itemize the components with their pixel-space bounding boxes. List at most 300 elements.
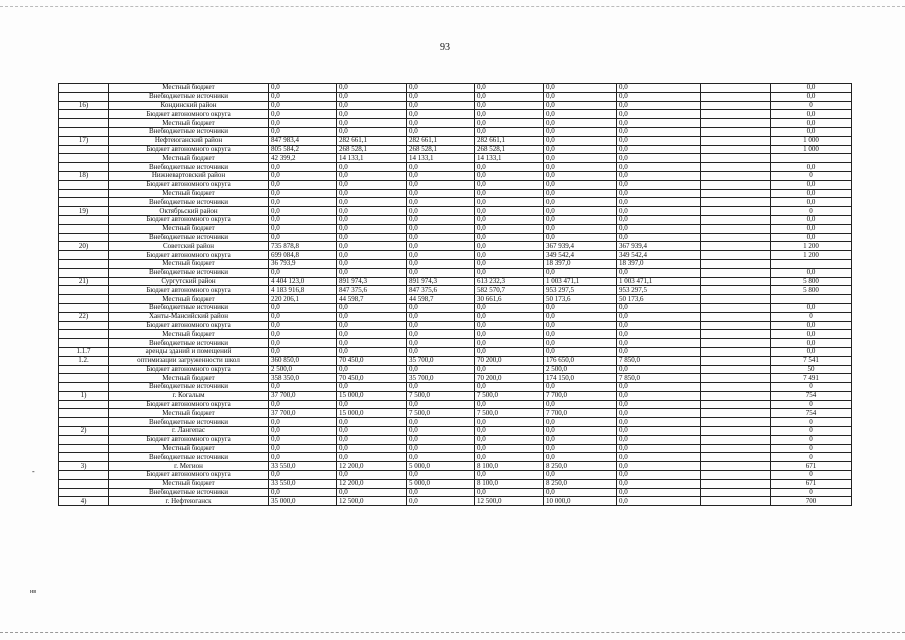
table-cell-v8: 0,0 [771, 84, 852, 93]
table-cell-v3: 0,0 [407, 321, 475, 330]
table-cell-v5: 7 700,0 [544, 391, 617, 400]
table-cell-name: Местный бюджет [109, 444, 269, 453]
table-cell-v7 [701, 259, 771, 268]
table-cell-v4: 0,0 [475, 198, 544, 207]
table-cell-v2: 0,0 [337, 303, 407, 312]
table-cell-num [59, 286, 109, 295]
table-cell-v2: 847 375,6 [337, 286, 407, 295]
table-cell-v7 [701, 312, 771, 321]
table-cell-v4: 0,0 [475, 347, 544, 356]
table-cell-v5: 0,0 [544, 145, 617, 154]
table-cell-num [59, 145, 109, 154]
table-cell-v2: 0,0 [337, 418, 407, 427]
table-cell-num [59, 383, 109, 392]
table-cell-name: Кондинский район [109, 101, 269, 110]
table-cell-name: Бюджет автономного округа [109, 435, 269, 444]
table-cell-v3: 0,0 [407, 92, 475, 101]
table-cell-v1: 0,0 [269, 383, 337, 392]
table-cell-v8: 0 [771, 471, 852, 480]
table-cell-v1: 847 983,4 [269, 136, 337, 145]
table-cell-v1: 35 000,0 [269, 497, 337, 506]
table-cell-v5: 0,0 [544, 347, 617, 356]
table-cell-v2: 0,0 [337, 163, 407, 172]
table-cell-v5: 0,0 [544, 330, 617, 339]
table-cell-v1: 37 700,0 [269, 409, 337, 418]
table-cell-v2: 0,0 [337, 488, 407, 497]
table-cell-num: 2) [59, 427, 109, 436]
table-cell-v4: 0,0 [475, 418, 544, 427]
table-cell-name: Нефтеюганский район [109, 136, 269, 145]
table-cell-v4: 0,0 [475, 312, 544, 321]
table-cell-v3: 5 000,0 [407, 462, 475, 471]
table-cell-num [59, 471, 109, 480]
table-row [59, 479, 852, 488]
table-cell-v5: 0,0 [544, 189, 617, 198]
table-row [59, 84, 852, 93]
table-row [59, 383, 852, 392]
table-cell-v2: 0,0 [337, 453, 407, 462]
table-row [59, 198, 852, 207]
table-cell-v1: 0,0 [269, 339, 337, 348]
table-cell-v3: 14 133,1 [407, 154, 475, 163]
table-cell-v6: 50 173,6 [617, 295, 701, 304]
table-cell-v2: 0,0 [337, 198, 407, 207]
table-cell-v4: 0,0 [475, 339, 544, 348]
table-cell-v5: 0,0 [544, 400, 617, 409]
table-cell-v4: 0,0 [475, 84, 544, 93]
table-cell-name: г. Нефтеюганск [109, 497, 269, 506]
table-cell-v8: 0,0 [771, 189, 852, 198]
table-cell-v3: 0,0 [407, 110, 475, 119]
table-cell-v1: 0,0 [269, 163, 337, 172]
table-cell-v7 [701, 224, 771, 233]
table-cell-v6: 0,0 [617, 215, 701, 224]
table-cell-v7 [701, 286, 771, 295]
table-cell-v7 [701, 136, 771, 145]
table-cell-v5: 176 650,0 [544, 356, 617, 365]
table-cell-num: 3) [59, 462, 109, 471]
table-cell-v6: 0,0 [617, 339, 701, 348]
table-cell-name: Бюджет автономного округа [109, 400, 269, 409]
table-cell-v7 [701, 453, 771, 462]
table-cell-v8: 0,0 [771, 268, 852, 277]
table-cell-v3: 0,0 [407, 259, 475, 268]
table-cell-v1: 220 206,1 [269, 295, 337, 304]
table-cell-v7 [701, 198, 771, 207]
table-cell-v2: 0,0 [337, 427, 407, 436]
table-row [59, 321, 852, 330]
table-row [59, 259, 852, 268]
table-cell-v8: 0,0 [771, 119, 852, 128]
table-row [59, 409, 852, 418]
table-cell-name: Местный бюджет [109, 295, 269, 304]
table-cell-v7 [701, 180, 771, 189]
table-cell-v7 [701, 391, 771, 400]
table-cell-v8: 1 000 [771, 136, 852, 145]
table-cell-v3: 5 000,0 [407, 479, 475, 488]
footer-mark: нв [30, 589, 37, 595]
table-cell-v7 [701, 101, 771, 110]
table-cell-v4: 582 570,7 [475, 286, 544, 295]
table-cell-name: Внебюджетные источники [109, 303, 269, 312]
table-cell-v3: 44 598,7 [407, 295, 475, 304]
table-cell-name: Ханты-Мансийский район [109, 312, 269, 321]
table-cell-v5: 8 250,0 [544, 462, 617, 471]
table-cell-v8: 0,0 [771, 180, 852, 189]
table-cell-v6: 0,0 [617, 391, 701, 400]
table-cell-v1: 33 550,0 [269, 479, 337, 488]
table-cell-v7 [701, 321, 771, 330]
table-cell-v8: 0,0 [771, 321, 852, 330]
table-row [59, 101, 852, 110]
table-cell-v5: 0,0 [544, 444, 617, 453]
table-cell-v4: 70 200,0 [475, 374, 544, 383]
table-cell-v5: 0,0 [544, 101, 617, 110]
table-cell-v6: 349 542,4 [617, 251, 701, 260]
table-cell-v1: 0,0 [269, 488, 337, 497]
table-cell-v2: 0,0 [337, 224, 407, 233]
table-cell-v8 [771, 154, 852, 163]
table-cell-v1: 4 183 916,8 [269, 286, 337, 295]
table-cell-v2: 891 974,3 [337, 277, 407, 286]
table-cell-v6: 7 850,0 [617, 356, 701, 365]
table-cell-v5: 0,0 [544, 339, 617, 348]
table-cell-v3: 7 500,0 [407, 391, 475, 400]
table-cell-v8: 0 [771, 444, 852, 453]
table-cell-v7 [701, 110, 771, 119]
table-cell-num: 16) [59, 101, 109, 110]
table-cell-v3: 891 974,3 [407, 277, 475, 286]
table-cell-v3: 0,0 [407, 435, 475, 444]
table-cell-v4: 0,0 [475, 259, 544, 268]
table-cell-v6: 0,0 [617, 171, 701, 180]
table-cell-v5: 0,0 [544, 303, 617, 312]
table-cell-v6: 0,0 [617, 136, 701, 145]
table-cell-v3: 0,0 [407, 303, 475, 312]
side-mark: - [32, 467, 35, 476]
table-cell-name: Местный бюджет [109, 479, 269, 488]
table-cell-name: Местный бюджет [109, 84, 269, 93]
table-cell-v2: 12 200,0 [337, 462, 407, 471]
table-cell-v1: 0,0 [269, 92, 337, 101]
table-cell-v7 [701, 347, 771, 356]
table-cell-v4: 0,0 [475, 330, 544, 339]
table-cell-v2: 0,0 [337, 189, 407, 198]
budget-table [58, 83, 852, 506]
table-cell-v5: 0,0 [544, 110, 617, 119]
table-cell-v3: 0,0 [407, 242, 475, 251]
table-cell-v6: 0,0 [617, 268, 701, 277]
table-cell-v5: 0,0 [544, 453, 617, 462]
table-cell-v4: 0,0 [475, 171, 544, 180]
table-row [59, 339, 852, 348]
table-cell-v8: 754 [771, 409, 852, 418]
table-cell-v3: 0,0 [407, 330, 475, 339]
table-cell-v8: 5 800 [771, 277, 852, 286]
table-cell-v8: 0,0 [771, 339, 852, 348]
table-cell-v5: 349 542,4 [544, 251, 617, 260]
table-cell-v3: 0,0 [407, 127, 475, 136]
table-cell-num: 1.2. [59, 356, 109, 365]
table-cell-v2: 0,0 [337, 101, 407, 110]
table-row [59, 427, 852, 436]
table-cell-v7 [701, 145, 771, 154]
table-cell-v1: 0,0 [269, 119, 337, 128]
table-cell-v1: 0,0 [269, 427, 337, 436]
table-cell-v5: 0,0 [544, 127, 617, 136]
table-cell-name: Бюджет автономного округа [109, 110, 269, 119]
table-cell-v2: 0,0 [337, 347, 407, 356]
table-row [59, 251, 852, 260]
table-cell-v4: 0,0 [475, 189, 544, 198]
table-cell-v1: 36 793,9 [269, 259, 337, 268]
table-cell-v5: 0,0 [544, 154, 617, 163]
table-cell-v6: 0,0 [617, 479, 701, 488]
table-cell-v8 [771, 295, 852, 304]
table-cell-num [59, 409, 109, 418]
table-cell-v1: 4 404 123,0 [269, 277, 337, 286]
table-cell-v4: 0,0 [475, 101, 544, 110]
table-cell-v3: 0,0 [407, 84, 475, 93]
table-cell-v7 [701, 189, 771, 198]
table-cell-v5: 0,0 [544, 92, 617, 101]
table-cell-v4: 0,0 [475, 427, 544, 436]
table-cell-v5: 10 000,0 [544, 497, 617, 506]
table-row [59, 330, 852, 339]
table-cell-v8: 0,0 [771, 347, 852, 356]
table-cell-v8: 0 [771, 383, 852, 392]
table-cell-v4: 0,0 [475, 207, 544, 216]
table-cell-v4: 0,0 [475, 488, 544, 497]
table-row [59, 303, 852, 312]
table-cell-v6: 953 297,5 [617, 286, 701, 295]
table-cell-v8: 0 [771, 453, 852, 462]
table-cell-name: Внебюджетные источники [109, 163, 269, 172]
table-cell-v3: 0,0 [407, 163, 475, 172]
table-cell-v8 [771, 259, 852, 268]
table-cell-v1: 699 084,8 [269, 251, 337, 260]
table-cell-v6: 0,0 [617, 119, 701, 128]
table-cell-v5: 0,0 [544, 198, 617, 207]
table-cell-v4: 0,0 [475, 110, 544, 119]
table-cell-v4: 0,0 [475, 365, 544, 374]
table-cell-v7 [701, 374, 771, 383]
table-cell-name: Бюджет автономного округа [109, 365, 269, 374]
table-row [59, 233, 852, 242]
table-cell-v8: 1 200 [771, 251, 852, 260]
table-cell-v1: 42 399,2 [269, 154, 337, 163]
table-cell-v5: 0,0 [544, 268, 617, 277]
table-cell-v4: 0,0 [475, 233, 544, 242]
table-cell-v1: 33 550,0 [269, 462, 337, 471]
table-cell-v1: 0,0 [269, 127, 337, 136]
table-row [59, 435, 852, 444]
table-row [59, 110, 852, 119]
table-cell-v8: 0 [771, 312, 852, 321]
table-row [59, 453, 852, 462]
table-cell-v2: 15 000,0 [337, 409, 407, 418]
table-row [59, 277, 852, 286]
table-cell-v1: 360 850,0 [269, 356, 337, 365]
table-cell-v7 [701, 127, 771, 136]
table-row [59, 242, 852, 251]
table-cell-v6: 0,0 [617, 427, 701, 436]
table-cell-v2: 0,0 [337, 127, 407, 136]
table-cell-v7 [701, 330, 771, 339]
table-cell-v3: 0,0 [407, 453, 475, 462]
table-cell-v5: 50 173,6 [544, 295, 617, 304]
table-cell-v2: 70 450,0 [337, 374, 407, 383]
table-cell-num [59, 321, 109, 330]
table-cell-num [59, 198, 109, 207]
table-cell-name: Бюджет автономного округа [109, 145, 269, 154]
table-cell-v6: 0,0 [617, 198, 701, 207]
table-cell-v2: 14 133,1 [337, 154, 407, 163]
table-cell-v7 [701, 479, 771, 488]
table-cell-num [59, 189, 109, 198]
table-cell-v3: 0,0 [407, 400, 475, 409]
table-cell-v6: 0,0 [617, 180, 701, 189]
table-cell-v5: 0,0 [544, 427, 617, 436]
table-cell-v3: 0,0 [407, 101, 475, 110]
table-cell-v7 [701, 268, 771, 277]
table-row [59, 154, 852, 163]
table-cell-num [59, 418, 109, 427]
table-cell-v4: 0,0 [475, 242, 544, 251]
table-cell-v2: 15 000,0 [337, 391, 407, 400]
table-cell-v8: 0 [771, 400, 852, 409]
table-cell-v8: 0,0 [771, 233, 852, 242]
table-cell-v6: 367 939,4 [617, 242, 701, 251]
table-cell-v8: 0 [771, 101, 852, 110]
table-cell-v2: 12 200,0 [337, 479, 407, 488]
table-cell-v7 [701, 427, 771, 436]
table-cell-v6: 0,0 [617, 409, 701, 418]
table-cell-v2: 0,0 [337, 251, 407, 260]
table-cell-num [59, 435, 109, 444]
table-cell-v7 [701, 233, 771, 242]
table-cell-v7 [701, 119, 771, 128]
table-cell-name: Местный бюджет [109, 154, 269, 163]
table-cell-v5: 0,0 [544, 383, 617, 392]
table-cell-v5: 0,0 [544, 471, 617, 480]
table-cell-v7 [701, 462, 771, 471]
table-row [59, 471, 852, 480]
table-cell-v1: 0,0 [269, 84, 337, 93]
table-cell-v6: 0,0 [617, 444, 701, 453]
table-cell-v4: 14 133,1 [475, 154, 544, 163]
table-cell-v5: 0,0 [544, 435, 617, 444]
table-cell-v5: 0,0 [544, 207, 617, 216]
table-cell-v7 [701, 215, 771, 224]
table-cell-name: Нижневартовский район [109, 171, 269, 180]
table-row [59, 171, 852, 180]
table-cell-v5: 0,0 [544, 119, 617, 128]
table-cell-v4: 282 661,1 [475, 136, 544, 145]
table-cell-v1: 0,0 [269, 233, 337, 242]
table-cell-name: Местный бюджет [109, 189, 269, 198]
table-cell-v3: 0,0 [407, 233, 475, 242]
table-cell-v8: 0 [771, 171, 852, 180]
table-cell-v6: 0,0 [617, 347, 701, 356]
table-cell-v2: 0,0 [337, 268, 407, 277]
table-cell-v2: 12 500,0 [337, 497, 407, 506]
table-cell-v7 [701, 84, 771, 93]
table-cell-v5: 8 250,0 [544, 479, 617, 488]
table-cell-v3: 0,0 [407, 180, 475, 189]
table-row [59, 92, 852, 101]
table-cell-v4: 0,0 [475, 303, 544, 312]
table-cell-v7 [701, 400, 771, 409]
table-cell-v4: 0,0 [475, 383, 544, 392]
table-cell-v8: 50 [771, 365, 852, 374]
table-cell-num [59, 303, 109, 312]
table-cell-name: Советский район [109, 242, 269, 251]
table-cell-v2: 0,0 [337, 339, 407, 348]
table-cell-name: Местный бюджет [109, 409, 269, 418]
table-cell-v3: 0,0 [407, 224, 475, 233]
table-row [59, 215, 852, 224]
table-cell-v6: 0,0 [617, 110, 701, 119]
table-row [59, 497, 852, 506]
table-cell-v6: 0,0 [617, 435, 701, 444]
table-cell-v2: 0,0 [337, 259, 407, 268]
table-cell-v8: 754 [771, 391, 852, 400]
table-cell-v3: 0,0 [407, 488, 475, 497]
table-cell-v1: 0,0 [269, 171, 337, 180]
table-cell-v5: 0,0 [544, 312, 617, 321]
table-cell-v2: 0,0 [337, 119, 407, 128]
table-cell-v1: 735 878,8 [269, 242, 337, 251]
table-cell-v3: 282 661,1 [407, 136, 475, 145]
table-row [59, 356, 852, 365]
table-cell-v1: 0,0 [269, 435, 337, 444]
table-cell-num [59, 84, 109, 93]
table-cell-v3: 7 500,0 [407, 409, 475, 418]
table-cell-v7 [701, 295, 771, 304]
table-cell-v1: 0,0 [269, 321, 337, 330]
table-cell-name: Внебюджетные источники [109, 453, 269, 462]
table-cell-v4: 0,0 [475, 268, 544, 277]
table-cell-v2: 0,0 [337, 383, 407, 392]
table-cell-v1: 805 584,2 [269, 145, 337, 154]
table-row [59, 365, 852, 374]
table-cell-name: Октябрьский район [109, 207, 269, 216]
table-cell-v5: 1 003 471,1 [544, 277, 617, 286]
table-cell-v4: 0,0 [475, 127, 544, 136]
table-cell-v7 [701, 435, 771, 444]
table-cell-name: Местный бюджет [109, 119, 269, 128]
table-cell-v6: 0,0 [617, 154, 701, 163]
table-cell-v4: 70 200,0 [475, 356, 544, 365]
table-cell-v2: 0,0 [337, 242, 407, 251]
table-cell-name: Бюджет автономного округа [109, 286, 269, 295]
table-row [59, 119, 852, 128]
table-cell-name: Местный бюджет [109, 330, 269, 339]
table-cell-v1: 358 350,0 [269, 374, 337, 383]
table-cell-num [59, 251, 109, 260]
table-cell-v7 [701, 497, 771, 506]
table-cell-v1: 0,0 [269, 400, 337, 409]
table-cell-v7 [701, 339, 771, 348]
table-row [59, 295, 852, 304]
table-cell-v7 [701, 242, 771, 251]
top-scan-edge [0, 6, 905, 7]
table-cell-v3: 0,0 [407, 119, 475, 128]
table-cell-v3: 0,0 [407, 251, 475, 260]
table-cell-v7 [701, 365, 771, 374]
table-cell-v4: 12 500,0 [475, 497, 544, 506]
